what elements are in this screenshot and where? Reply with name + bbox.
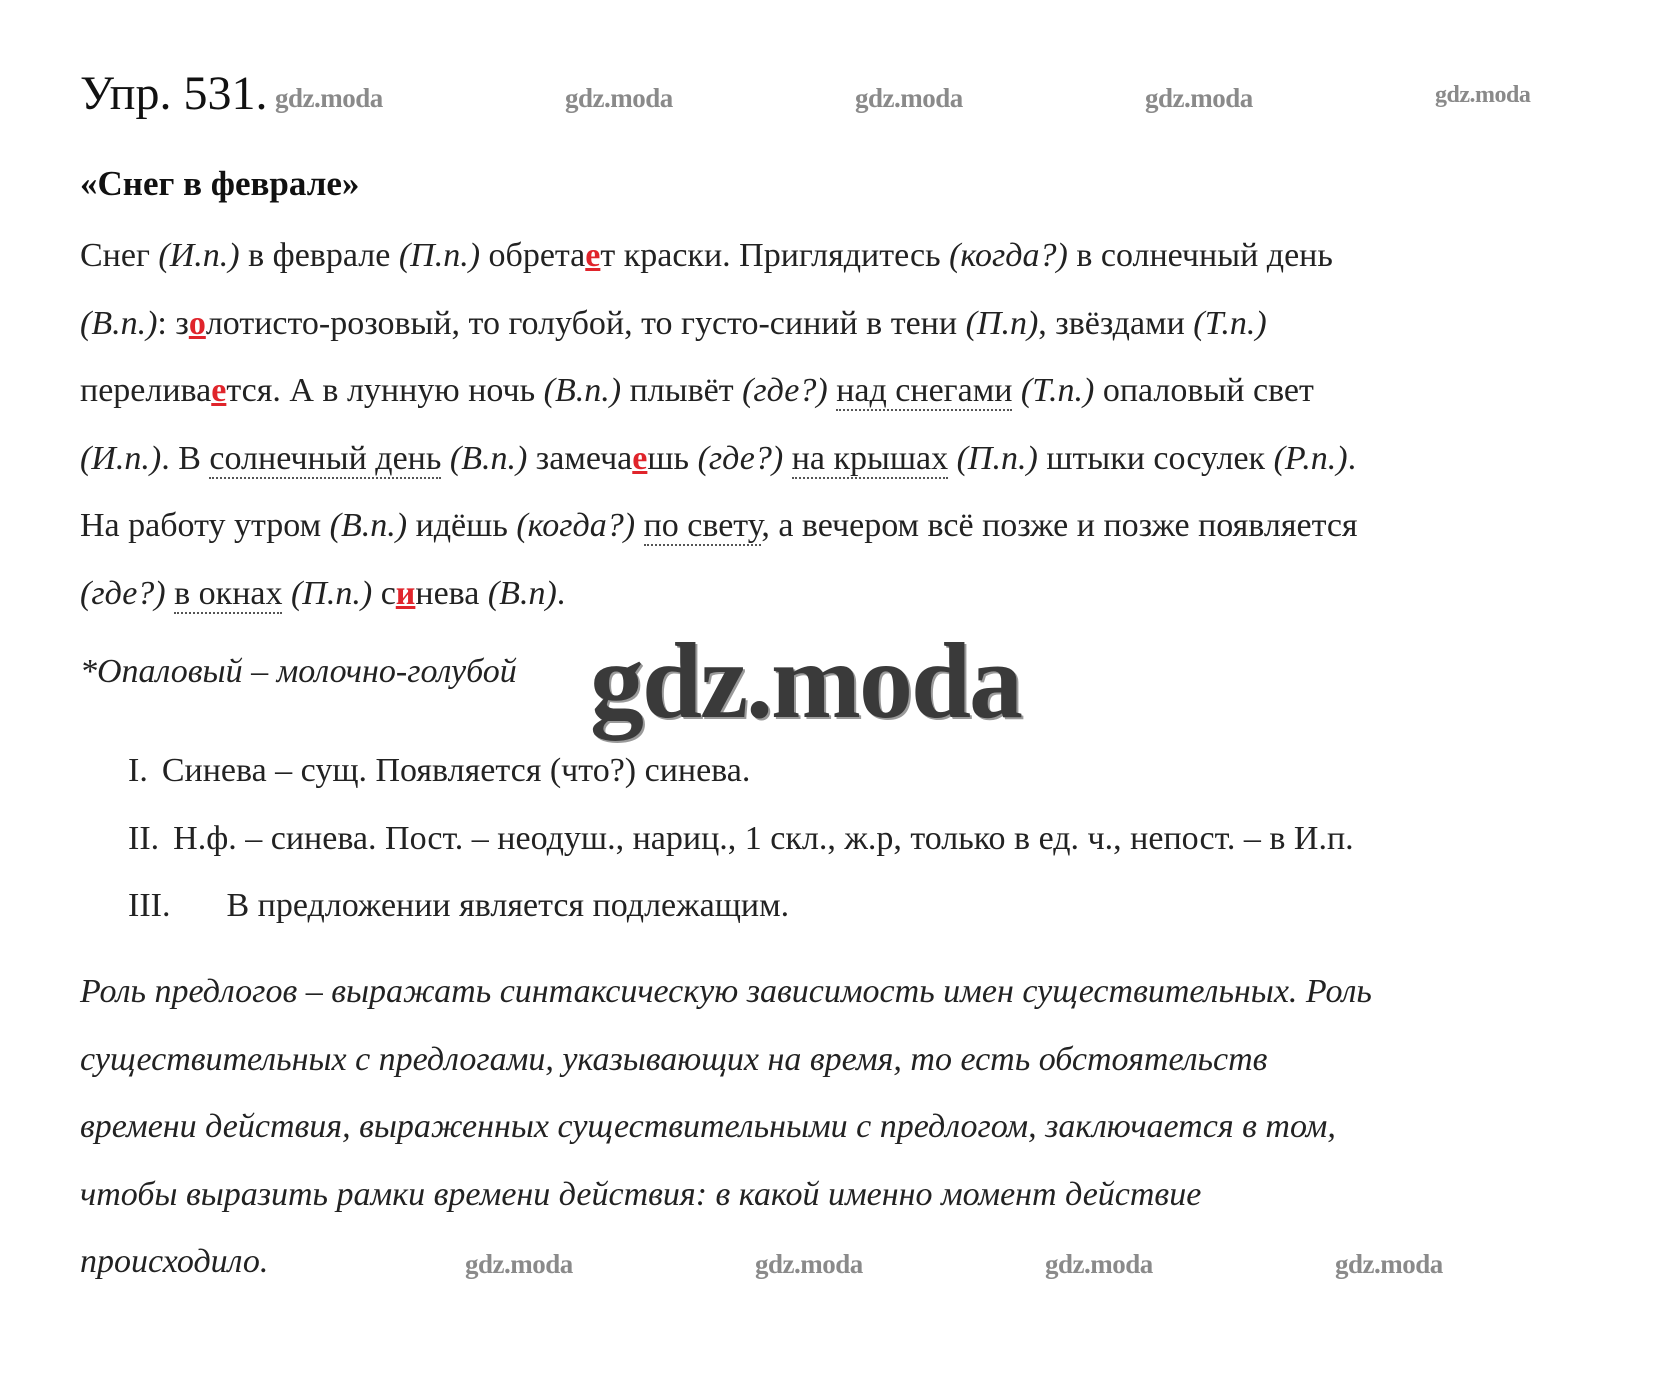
text-segment: т краски. Приглядитесь — [600, 237, 950, 274]
text-segment — [948, 440, 957, 477]
text-segment: тся. А в лунную ночь — [226, 372, 544, 409]
underlined-phrase: на крышах — [791, 439, 949, 477]
text-segment: шь — [647, 439, 698, 477]
analysis-text: Н.ф. – синева. Пост. – неодуш., нариц., 1 скл., ж.р, только в ед. ч., непост. – в И.п. — [173, 819, 1354, 857]
grammar-annotation: (И.п.) — [80, 439, 162, 477]
watermark: gdz.moda — [755, 1249, 863, 1279]
grammar-annotation: (где?) — [742, 372, 828, 409]
watermark: gdz.moda — [1045, 1249, 1153, 1279]
watermark-large: gdz.moda — [590, 622, 1022, 741]
conclusion-paragraph — [80, 958, 1620, 1296]
grammar-annotation: (В.п.) — [80, 304, 158, 342]
grammar-annotation: (В.п) — [487, 574, 557, 612]
text-segment: штыки сосулек — [1037, 439, 1274, 477]
grammar-annotation: (Р.п.) — [1273, 439, 1348, 477]
underlined-phrase: солнечный день — [209, 439, 442, 477]
analysis-number: II. — [128, 819, 160, 857]
highlighted-letter: о — [188, 304, 206, 342]
text-segment: перелива — [80, 372, 212, 409]
watermark: gdz.moda — [275, 83, 383, 113]
text-segment: На работу утром — [80, 507, 330, 544]
grammar-annotation: (В.п.) — [329, 507, 408, 544]
watermark: gdz.moda — [565, 83, 673, 113]
paragraph-line: чтобы выразить рамки времени действия: в какой именно момент действие — [80, 1175, 1202, 1213]
watermark: gdz.moda — [1335, 1249, 1443, 1279]
underlined-phrase: по свету — [643, 507, 762, 544]
grammar-annotation: (когда?) — [516, 507, 636, 544]
text-segment: плывёт — [621, 372, 743, 409]
text-segment: . В — [161, 439, 210, 477]
text-segment — [282, 575, 291, 612]
text-segment: с — [372, 574, 396, 612]
watermark: gdz.moda — [1435, 82, 1531, 108]
analysis-item — [128, 805, 1354, 873]
grammar-annotation: (В.п.) — [543, 372, 622, 409]
footnote: *Опаловый – молочно-голубой — [80, 653, 517, 690]
text-line — [80, 357, 1600, 425]
text-segment: , звёздами — [1038, 304, 1194, 342]
grammar-annotation: (где?) — [80, 574, 166, 612]
analysis-number: III. — [128, 887, 171, 924]
highlighted-letter: е — [211, 372, 227, 409]
highlighted-letter: и — [395, 574, 416, 612]
text-segment: : з — [157, 304, 189, 342]
grammar-annotation: (П.п.) — [398, 237, 481, 274]
underlined-phrase: в окнах — [174, 574, 283, 612]
text-segment: . — [1347, 439, 1357, 477]
grammar-annotation: (Т.п.) — [1020, 372, 1095, 409]
analysis-list — [128, 737, 1354, 940]
text-segment — [828, 372, 837, 409]
paragraph-line: происходило. — [80, 1243, 269, 1280]
watermark: gdz.moda — [1145, 83, 1253, 113]
analysis-text: В предложении является подлежащим. — [226, 887, 790, 924]
highlighted-letter: е — [585, 237, 601, 274]
text-segment — [441, 440, 450, 477]
text-segment: замеча — [527, 439, 633, 477]
grammar-annotation: (когда?) — [949, 237, 1068, 274]
text-segment: опаловый свет — [1094, 372, 1314, 409]
text-segment — [166, 575, 175, 612]
analysis-item — [128, 872, 1354, 940]
text-segment — [635, 507, 644, 544]
grammar-annotation: (П.п.) — [956, 439, 1038, 477]
annotated-text — [80, 222, 1600, 627]
text-segment: лотисто-розовый, то голубой, то густо-синий в тени — [205, 304, 966, 342]
highlighted-letter: е — [632, 439, 648, 477]
grammar-annotation: (где?) — [697, 439, 784, 477]
analysis-text: Синева – сущ. Появляется (что?) синева. — [161, 752, 751, 789]
paragraph-line: времени действия, выраженных существительными с предлогом, заключается в том, — [80, 1108, 1336, 1145]
exercise-title: Упр. 531. — [80, 67, 268, 120]
text-segment — [783, 440, 792, 477]
watermark: gdz.moda — [465, 1249, 573, 1279]
grammar-annotation: (В.п.) — [449, 439, 528, 477]
text-segment: . — [556, 574, 566, 612]
text-line — [80, 290, 1600, 358]
paragraph-line: существительных с предлогами, указывающих на время, то есть обстоятельств — [80, 1040, 1268, 1078]
text-line — [80, 425, 1600, 493]
text-segment — [1012, 372, 1021, 409]
text-segment: идёшь — [407, 507, 517, 544]
grammar-annotation: (П.п) — [965, 304, 1039, 342]
grammar-annotation: (П.п.) — [290, 574, 373, 612]
watermark: gdz.moda — [855, 83, 963, 113]
paragraph-line: Роль предлогов – выражать синтаксическую зависимость имен существительных. Роль — [80, 973, 1372, 1010]
analysis-number: I. — [128, 752, 148, 789]
text-line — [80, 492, 1600, 560]
analysis-item — [128, 737, 1354, 805]
text-line — [80, 222, 1600, 290]
text-segment: обрета — [480, 237, 586, 274]
text-segment: нева — [415, 574, 488, 612]
text-segment: , а вечером всё позже и позже появляется — [761, 507, 1358, 544]
grammar-annotation: (Т.п.) — [1193, 304, 1267, 342]
text-heading: «Снег в феврале» — [80, 164, 360, 203]
text-segment: в солнечный день — [1067, 237, 1333, 274]
text-segment: в феврале — [239, 237, 399, 274]
text-line — [80, 560, 1600, 628]
grammar-annotation: (И.п.) — [158, 237, 240, 274]
underlined-phrase: над снегами — [836, 372, 1013, 409]
text-segment: Снег — [80, 237, 159, 274]
